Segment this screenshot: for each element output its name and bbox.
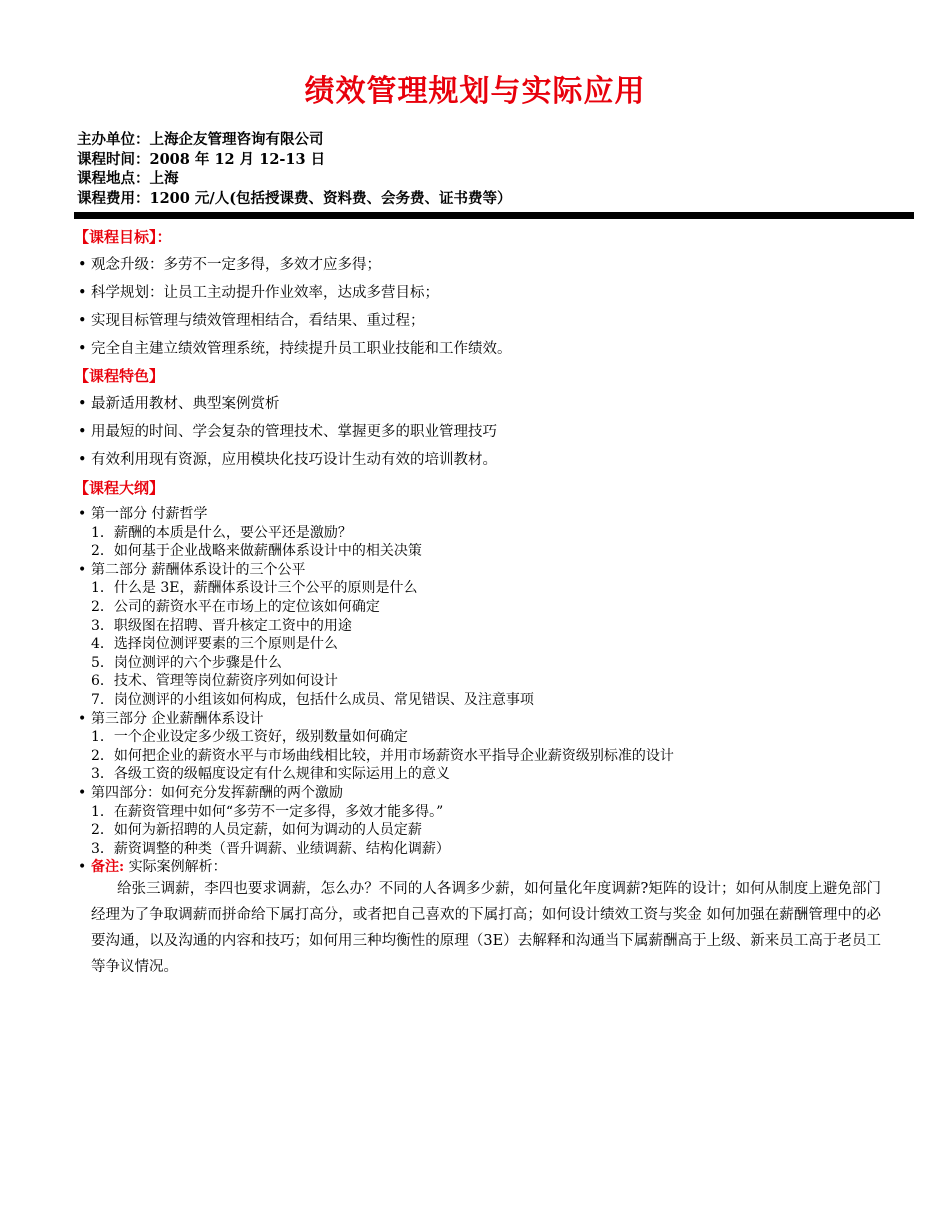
outline-heading: 【课程大纲】 [74, 479, 165, 497]
bullet-dot-icon: • [78, 285, 87, 301]
outline-item: 4．选择岗位测评要素的三个原则是什么 [91, 636, 338, 653]
outline-part-title: • 第四部分：如何充分发挥薪酬的两个激励 [78, 784, 343, 801]
feature-item [78, 450, 497, 470]
outline-item: 3．各级工资的级幅度设定有什么规律和实际运用上的意义 [91, 766, 450, 783]
course-location-line: 课程地点：上海 [77, 170, 179, 187]
bullet-dot-icon: • [78, 506, 87, 522]
note-label: 备注: [91, 859, 125, 876]
outline-item: 3．职级图在招聘、晋升核定工资中的用途 [91, 617, 352, 634]
goal-item [78, 255, 381, 275]
bullet-dot-icon: • [78, 396, 87, 412]
outline-item: 6．技术、管理等岗位薪资序列如何设计 [91, 673, 338, 690]
bullet-dot-icon: • [78, 710, 87, 727]
outline-item: 5．岗位测评的六个步骤是什么 [91, 654, 282, 671]
outline-item: 1．在薪资管理中如何“多劳不一定多得，多效才能多得。” [91, 803, 444, 820]
outline-item: 2．公司的薪资水平在市场上的定位该如何确定 [91, 598, 380, 615]
outline-item: 2．如何为新招聘的人员定薪，如何为调动的人员定薪 [91, 822, 422, 839]
outline-part-title: • 第三部分 企业薪酬体系设计 [78, 710, 264, 727]
goals-heading: 【课程目标】： [74, 228, 172, 246]
outline-part-title: • 第二部分 薪酬体系设计的三个公平 [78, 561, 306, 578]
features-heading: 【课程特色】 [74, 367, 165, 385]
bullet-dot-icon: • [78, 313, 87, 329]
note-intro: 实际案例解析： [128, 859, 227, 876]
goal-item [78, 339, 512, 359]
outline-item: 1．一个企业设定多少级工资好，级别数量如何确定 [91, 729, 408, 746]
case-analysis-paragraph: 给张三调薪，李四也要求调薪，怎么办？不同的人各调多少薪，如何量化年度调薪?矩阵的设计；如何从制度上避免部门经理为了争取调薪而拼命给下属打高分，或者把自己喜欢的下属打高；如何设计绩效工资与奖金 如何加强在薪酬管理中的必要沟通，以及沟通的内容和技巧；如何用三种均衡性的原理（3E）去解释和沟通当下属薪酬高于上级、新来员工高于老员工等争议情况。 [91, 881, 881, 975]
bullet-dot-icon: • [78, 859, 87, 876]
goal-text: 观念升级：多劳不一定多得，多效才应多得； [91, 257, 381, 273]
outline-note [78, 858, 908, 877]
goal-item [78, 283, 439, 303]
feature-text: 有效利用现有资源，应用模块化技巧设计生动有效的培训教材。 [91, 452, 497, 468]
bullet-dot-icon: • [78, 784, 87, 801]
outline-item: 2．如何基于企业战略来做薪酬体系设计中的相关决策 [91, 543, 422, 560]
outline-item: 3．薪资调整的种类（晋升调薪、业绩调薪、结构化调薪） [91, 840, 450, 857]
course-outline [78, 505, 908, 877]
header-divider [74, 212, 914, 219]
course-fee-line: 课程费用：1200 元/人(包括授课费、资料费、会务费、证书费等） [77, 189, 512, 207]
course-info [77, 130, 897, 208]
feature-item [78, 422, 497, 442]
outline-part-title: • 第一部分 付薪哲学 [78, 506, 208, 522]
outline-item: 1．什么是 3E，薪酬体系设计三个公平的原则是什么 [91, 580, 418, 597]
bullet-dot-icon: • [78, 257, 87, 273]
goal-item [78, 311, 425, 331]
outline-item: 7．岗位测评的小组该如何构成，包括什么成员、常见错误、及注意事项 [91, 691, 534, 708]
goal-text: 实现目标管理与绩效管理相结合，看结果、重过程； [91, 313, 425, 329]
bullet-dot-icon: • [78, 452, 87, 468]
feature-text: 最新适用教材、典型案例赏析 [91, 396, 280, 412]
feature-text: 用最短的时间、学会复杂的管理技术、掌握更多的职业管理技巧 [91, 424, 497, 440]
organizer-line: 主办单位：上海企友管理咨询有限公司 [77, 131, 324, 148]
bullet-dot-icon: • [78, 341, 87, 357]
feature-item [78, 394, 280, 414]
goal-text: 完全自主建立绩效管理系统，持续提升员工职业技能和工作绩效。 [91, 341, 512, 357]
goal-text: 科学规划：让员工主动提升作业效率，达成多营目标； [91, 285, 439, 301]
course-time-line: 课程时间：2008 年 12 月 12-13 日 [77, 150, 326, 168]
bullet-dot-icon: • [78, 424, 87, 440]
bullet-dot-icon: • [78, 561, 87, 578]
document-title: 绩效管理规划与实际应用 [304, 74, 646, 109]
outline-item: 1．薪酬的本质是什么，要公平还是激励？ [91, 524, 352, 541]
outline-item: 2．如何把企业的薪资水平与市场曲线相比较，并用市场薪资水平指导企业薪资级别标准的设计 [91, 747, 674, 764]
